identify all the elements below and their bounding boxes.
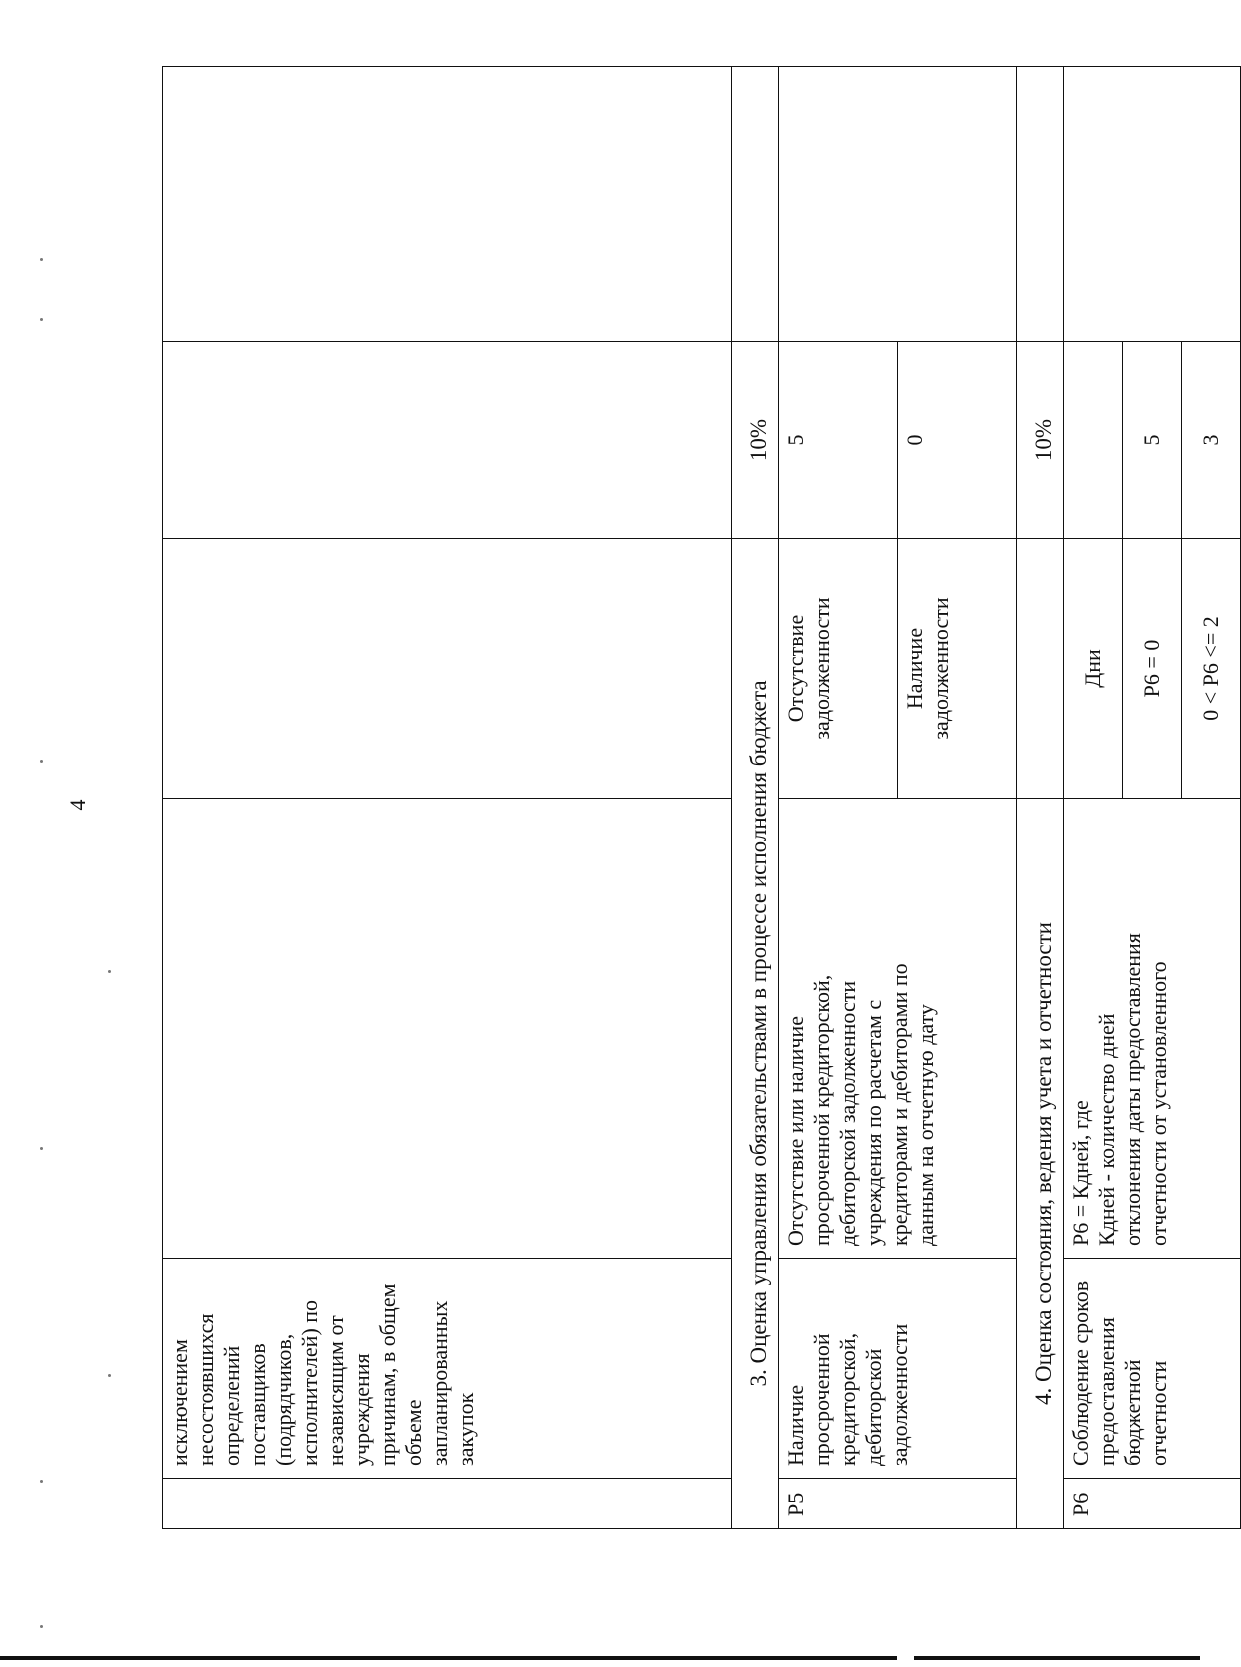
p6-condition-upto-two: 0 < Р6 <= 2 xyxy=(1182,539,1241,799)
section-3-title: 3. Оценка управления обязательствами в процессе исполнения бюджета xyxy=(732,539,779,1529)
p6-name xyxy=(1064,1259,1241,1479)
text-line: Отсутствие или наличие xyxy=(783,1015,808,1246)
text-line: задолженности xyxy=(887,1323,912,1466)
rotated-table-container xyxy=(162,67,1232,1529)
empty-cell xyxy=(732,67,779,342)
section-3-weight: 10% xyxy=(732,342,779,539)
text-line: просроченной кредиторской, xyxy=(809,974,834,1246)
text-line: дебиторской xyxy=(861,1348,886,1466)
p6-code: Р6 xyxy=(1064,1479,1241,1529)
text-line: причинам, в общем xyxy=(375,1283,400,1466)
scan-speck xyxy=(108,970,111,973)
section-4-weight: 10% xyxy=(1017,342,1064,539)
empty-cell xyxy=(1017,67,1064,342)
text-line: отклонения даты предоставления xyxy=(1120,933,1145,1246)
text-line: запланированных xyxy=(427,1300,452,1466)
text-line: Кдней - количество дней xyxy=(1094,1013,1119,1246)
scan-speck xyxy=(40,760,43,763)
p6-formula xyxy=(1064,799,1241,1259)
section-3-row xyxy=(732,67,779,1529)
scan-speck xyxy=(40,1147,43,1150)
text-line: Р6 = Кдней, где xyxy=(1068,1100,1093,1246)
text-line: (подрядчиков, xyxy=(271,1333,296,1466)
p5-row-absent xyxy=(779,67,898,1529)
scan-speck xyxy=(40,1625,43,1628)
text-line: исполнителей) по xyxy=(297,1299,322,1466)
text-line: Отсутствие xyxy=(783,614,808,723)
page-number: 4 xyxy=(65,799,90,811)
text-line: независящим от xyxy=(323,1315,348,1466)
text-line: задолженности xyxy=(809,597,834,740)
p5-code: Р5 xyxy=(779,1479,1017,1529)
text-line: отчетности от установленного xyxy=(1146,961,1171,1246)
weight-cell xyxy=(163,67,732,342)
continuation-row xyxy=(163,67,732,1529)
empty-cell xyxy=(1017,539,1064,799)
text-line: кредиторами и дебиторами по xyxy=(887,963,912,1246)
criteria-table xyxy=(162,66,1241,1529)
p6-score-upto-two: 3 xyxy=(1182,342,1241,539)
text-line: отчетности xyxy=(1146,1360,1171,1466)
p5-score-absent: 5 xyxy=(779,342,898,539)
text-line: поставщиков xyxy=(245,1343,270,1466)
scan-speck xyxy=(40,258,43,261)
scan-speck xyxy=(108,1374,111,1377)
text-line: Соблюдение сроков xyxy=(1068,1280,1093,1466)
p6-unit: Дни xyxy=(1064,539,1123,799)
text-line: дебиторской задолженности xyxy=(835,980,860,1246)
p6-condition-zero: Р6 = 0 xyxy=(1123,539,1182,799)
indicator-name-cell xyxy=(163,1259,732,1479)
text-line: предоставления xyxy=(1094,1317,1119,1466)
empty-cell xyxy=(779,67,1017,342)
text-line: бюджетной xyxy=(1120,1359,1145,1466)
code-cell xyxy=(163,1479,732,1529)
formula-cell xyxy=(163,799,732,1259)
scan-speck xyxy=(40,1480,43,1483)
text-line: данным на отчетную дату xyxy=(913,1004,938,1246)
text-line: учреждения xyxy=(349,1353,374,1466)
p6-unit-row xyxy=(1064,67,1123,1529)
section-4-row xyxy=(1017,67,1064,1529)
p5-score-present: 0 xyxy=(898,342,1017,539)
text-line: объеме xyxy=(401,1399,426,1466)
text-line: просроченной xyxy=(809,1333,834,1466)
empty-cell xyxy=(1064,342,1123,539)
text-line: задолженности xyxy=(928,597,953,740)
text-line: Наличие xyxy=(902,627,927,710)
condition-cell xyxy=(163,539,732,799)
bottom-rule xyxy=(0,1656,897,1660)
bottom-rule xyxy=(914,1656,1200,1660)
text-line: определений xyxy=(219,1345,244,1466)
text-line: закупок xyxy=(453,1392,478,1466)
text-line: Наличие xyxy=(783,1384,808,1466)
score-cell xyxy=(163,342,732,539)
text-line: несостоявшихся xyxy=(193,1313,218,1466)
p6-score-zero: 5 xyxy=(1123,342,1182,539)
p5-condition-present xyxy=(898,539,1017,799)
text-line: учреждения по расчетам с xyxy=(861,999,886,1246)
text-line: кредиторской, xyxy=(835,1332,860,1466)
p5-condition-absent xyxy=(779,539,898,799)
p5-name xyxy=(779,1259,1017,1479)
p5-formula xyxy=(779,799,1017,1259)
empty-cell xyxy=(1064,67,1241,342)
scan-speck xyxy=(40,318,43,321)
section-4-title: 4. Оценка состояния, ведения учета и отчетности xyxy=(1017,799,1064,1529)
text-line: исключением xyxy=(167,1339,192,1466)
